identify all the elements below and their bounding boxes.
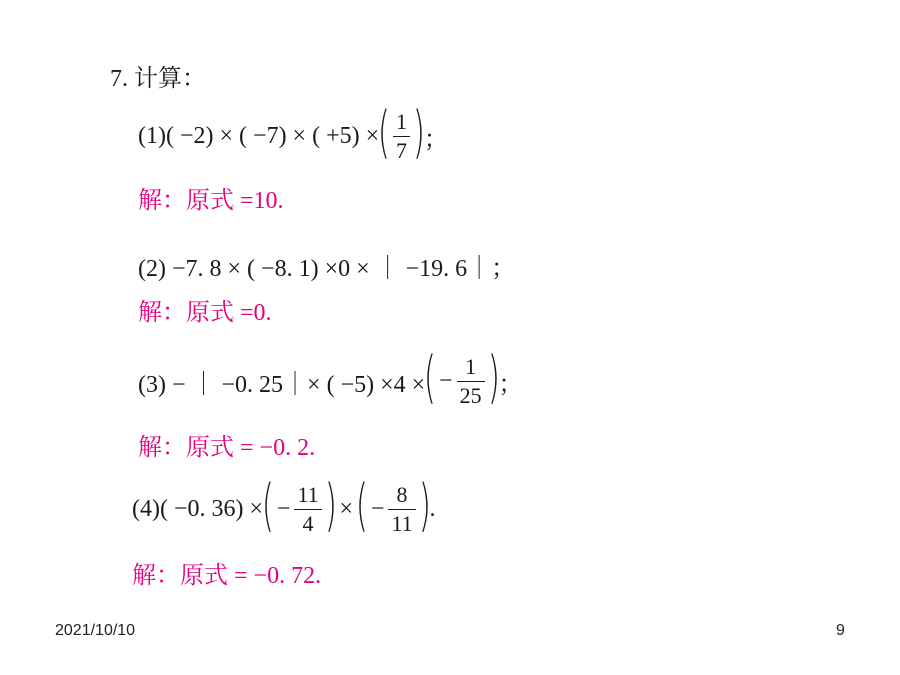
- footer-date: 2021/10/10: [55, 622, 136, 639]
- problem-4: (4)( −0. 36) × ( − $\frac{11}{4}$ ) × ( − $\frac{8}{11}$ ) .: [132, 473, 436, 538]
- problem-4-expression: (4)( −0. 36) ×: [132, 495, 264, 522]
- problem-2-expression: (2) −7. 8 × ( −8. 1) ×0 × ｜ −19. 6｜；: [138, 256, 516, 282]
- answer-4: 解：原式 = −0. 72.: [132, 563, 322, 589]
- problem-3: (3) − ｜ −0. 25｜× ( −5) ×4 × ( − $\frac{1}{25}$ ) ；: [138, 345, 523, 410]
- problem-title: 7. 计算：: [110, 66, 206, 92]
- answer-2: 解：原式 =0.: [138, 300, 272, 326]
- problem-1-expression: (1)( −2) × ( −7) × ( +5) ×: [138, 122, 380, 149]
- answer-3: 解：原式 = −0. 2.: [138, 435, 316, 461]
- problem-3-expression: (3) − ｜ −0. 25｜× ( −5) ×4 ×: [138, 371, 426, 398]
- fraction-1-25: $\frac{1}{25}$: [457, 356, 485, 407]
- fraction-11-4: $\frac{11}{4}$: [294, 484, 321, 535]
- answer-1: 解：原式 =10.: [138, 188, 284, 214]
- problem-1: (1)( −2) × ( −7) × ( +5) × ( $\frac{1}{7}$ ) ；: [138, 100, 448, 165]
- fraction-8-11: $\frac{8}{11}$: [388, 484, 415, 535]
- problem-2: [138, 248, 515, 283]
- fraction-1-7: $\frac{1}{7}$: [393, 111, 410, 162]
- page-number: 9: [836, 622, 845, 639]
